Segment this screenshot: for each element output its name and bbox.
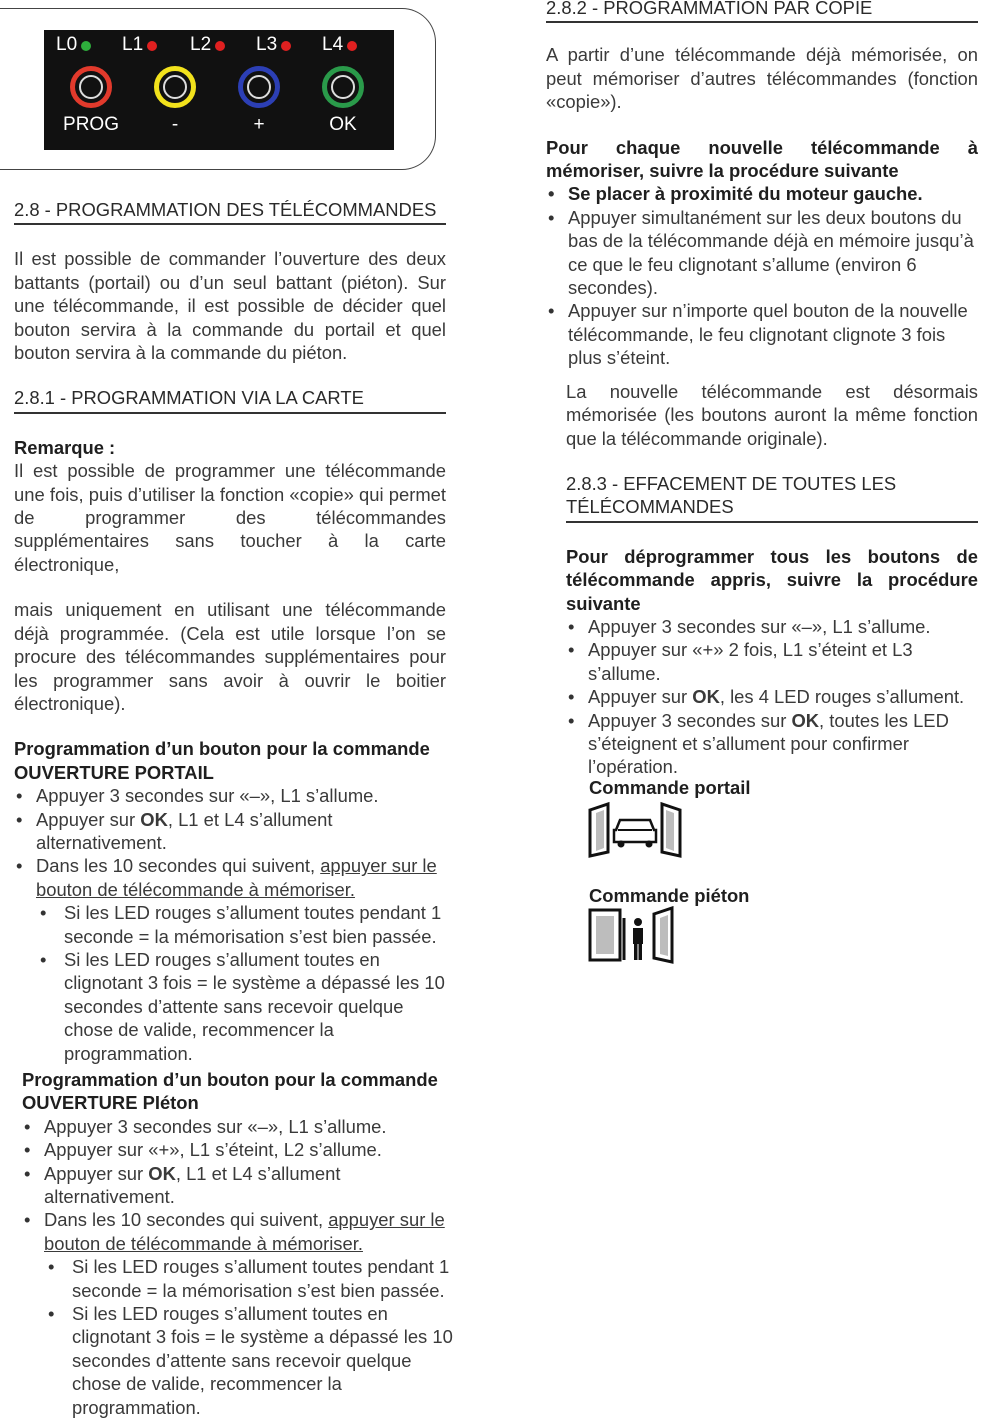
section-2-8-title: 2.8 - PROGRAMMATION DES TÉLÉCOMMANDES [14,198,446,225]
pieton-steps [22,1115,456,1255]
button-label: OK [329,114,357,135]
gate-pedestrian-icon [588,906,678,966]
portail-steps [14,784,446,901]
button-knob-icon[interactable] [322,66,364,108]
led-indicator-row [56,34,386,60]
erase-steps [566,615,978,779]
list-item: • Appuyer 3 secondes sur «–», L1 s’allume. [566,615,978,638]
section-2-8-2-title: 2.8.2 - PROGRAMMATION PAR COPIE [546,0,978,23]
left-column [14,198,446,1065]
list-item: • Appuyer sur OK, L1 et L4 s’allument alternativement. [22,1162,456,1209]
control-panel [44,30,394,150]
pieton-title-line-1: Programmation d’un bouton pour la commande [22,1069,438,1090]
panel-button-plus[interactable] [224,66,294,136]
led-l3 [256,34,291,56]
list-item: • Dans les 10 secondes qui suivent, appuyer sur le bouton de télécommande à mémoriser. [14,854,446,901]
section-2-8-1-title: 2.8.1 - PROGRAMMATION VIA LA CARTE [14,386,446,413]
section-2-8-3-instruction: Pour déprogrammer tous les boutons de télécommande appris, suivre la procédure suivante [566,545,978,614]
led-l4 [322,34,357,56]
pieton-substeps [22,1255,456,1419]
led-label: L3 [256,34,278,55]
button-label: - [171,114,179,135]
list-item: • Appuyer sur n’importe quel bouton de la nouvelle télécommande, le feu clignotant clignote 3 fois plus s’éteint. [546,299,978,369]
pieton-title-line-2: OUVERTURE PIéton [22,1092,199,1114]
led-label: L2 [190,34,212,55]
list-item: • Appuyer sur OK, les 4 LED rouges s’allument. [566,685,978,708]
led-dot-icon [81,41,91,51]
list-item: • Appuyer sur «+», L1 s’éteint, L2 s’allume. [22,1138,456,1161]
panel-button-minus[interactable] [140,66,210,136]
led-dot-icon [147,41,157,51]
led-dot-icon [215,41,225,51]
portail-substeps [14,901,446,1065]
led-label: L4 [322,34,344,55]
list-item: • Appuyer 3 secondes sur «–», L1 s’allume. [14,784,446,807]
list-item: • Dans les 10 secondes qui suivent, appuyer sur le bouton de télécommande à mémoriser. [22,1208,456,1255]
section-2-8-3-title: 2.8.3 - EFFACEMENT DE TOUTES LES TÉLÉCOMMANDES [566,472,978,523]
led-label: L1 [122,34,144,55]
gate-car-icon [588,800,682,858]
remarque-paragraph-2: mais uniquement en utilisant une télécommande déjà programmée. (Cela est utile lorsque l’on se procure des télécommandes supplémentaires pour les programmer sans avoir à ouvrir le boitier électronique). [14,599,446,714]
list-item: • Appuyer 3 secondes sur «–», L1 s’allume. [22,1115,456,1138]
remarque-label: Remarque : [14,436,116,458]
list-item: • Si les LED rouges s’allument toutes pendant 1 seconde = la mémorisation s’est bien passée. [46,1255,456,1302]
button-row [50,66,390,150]
section-2-8-intro: Il est possible de commander l’ouverture des deux battants (portail) ou d’un seul battant (piéton). Sur une télécommande, il est possible de décider quel bouton servira à la commande du portail et quel bouton servira à la commande du piéton. [14,248,446,364]
panel-button-ok[interactable] [308,66,378,136]
button-knob-icon[interactable] [238,66,280,108]
pieton-block [22,1068,456,1419]
list-item: • Si les LED rouges s’allument toutes en clignotant 3 fois = le système a dépassé les 10 secondes d’attente sans recevoir quelque chose de valide, recommencer la programmation. [46,1302,456,1419]
led-dot-icon [347,41,357,51]
list-item: • Si les LED rouges s’allument toutes en clignotant 3 fois = le système a dépassé les 10 secondes d’attente sans recevoir quelque chose de valide, recommencer la programmation. [38,948,446,1065]
panel-button-prog[interactable] [56,66,126,136]
button-label: + [253,114,265,135]
led-l1 [122,34,157,56]
right-column [546,0,978,779]
legend-pieton-label: Commande piéton [589,885,750,906]
copy-steps [546,182,978,369]
section-2-8-2-conclusion: La nouvelle télécommande est désormais mémorisée (les boutons auront la même fonction que la télécommande originale). [566,380,978,449]
led-label: L0 [56,34,78,55]
led-dot-icon [281,41,291,51]
led-l2 [190,34,225,56]
portail-title-line-1: Programmation d’un bouton pour la commande [14,738,430,760]
section-2-8-2-intro: A partir d’une télécommande déjà mémorisée, on peut mémoriser d’autres télécommandes (fonction «copie»). [546,44,978,113]
button-knob-icon[interactable] [70,66,112,108]
list-item: • Si les LED rouges s’allument toutes pendant 1 seconde = la mémorisation s’est bien passée. [38,901,446,948]
button-knob-icon[interactable] [154,66,196,108]
list-item: • Appuyer 3 secondes sur OK, toutes les LED s’éteignent et s’allument pour confirmer l’opération. [566,709,978,779]
led-l0 [56,34,91,56]
list-item: • Appuyer sur «+» 2 fois, L1 s’éteint et L3 s’allume. [566,638,978,685]
list-item: • Appuyer simultanément sur les deux boutons du bas de la télécommande déjà en mémoire jusqu’à ce que le feu clignotant s’allume (environ 6 secondes). [546,206,978,300]
section-2-8-2-instruction: Pour chaque nouvelle télécommande à mémoriser, suivre la procédure suivante [546,136,978,182]
button-label: PROG [63,114,119,135]
portail-title-line-2: OUVERTURE PORTAIL [14,761,214,783]
remarque-paragraph-1: Il est possible de programmer une télécommande une fois, puis d’utiliser la fonction «copie» qui permet de programmer des télécommandes supplémentaires sans toucher à la carte électronique, [14,460,446,575]
list-item: • Appuyer sur OK, L1 et L4 s’allument alternativement. [14,808,446,855]
list-item: • Se placer à proximité du moteur gauche. [546,182,978,205]
legend-portail-label: Commande portail [589,777,751,798]
